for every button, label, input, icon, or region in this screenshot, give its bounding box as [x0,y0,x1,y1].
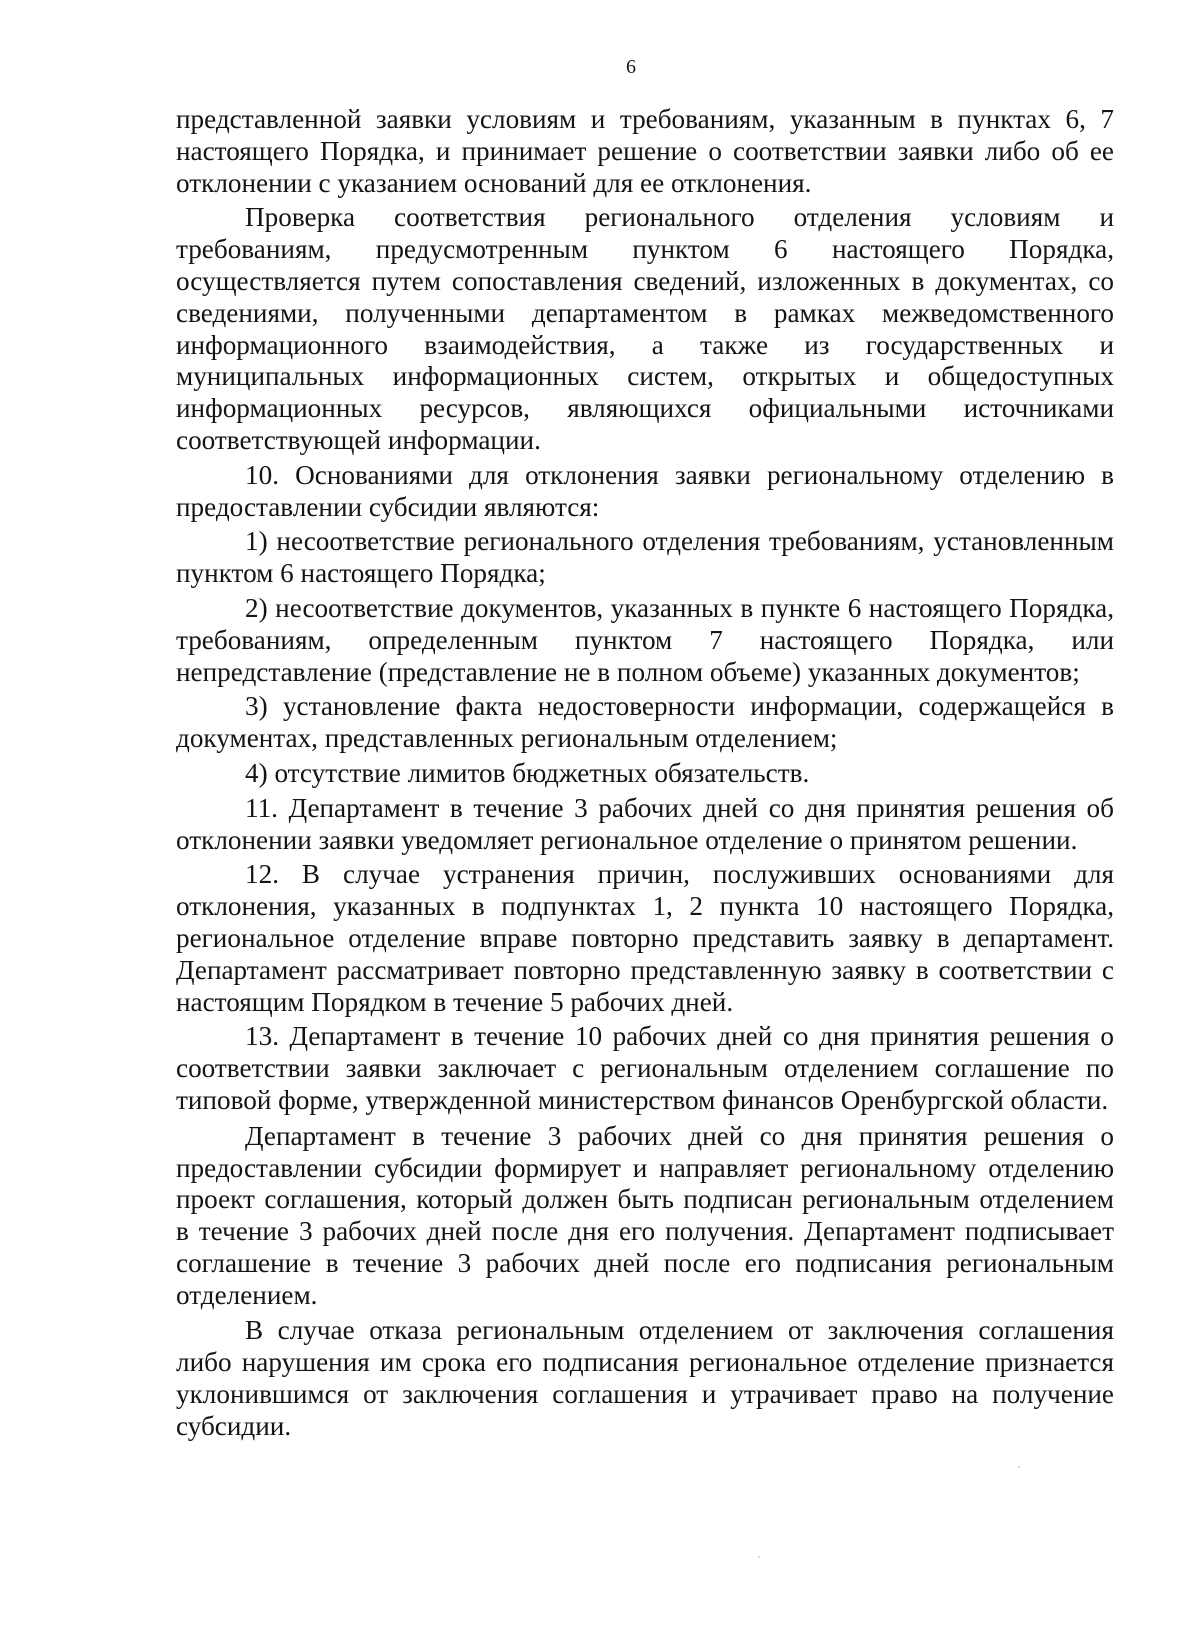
paragraph-4: 1) несоответствие регионального отделения требованиям, установленным пунктом 6 настоящего Порядка; [176,526,1114,589]
paragraph-10: 13. Департамент в течение 10 рабочих дней со дня принятия решения о соответствии заявки заключает с региональным отделением соглашение по типовой форме, утвержденной министерством финансов Оренбургской области. [176,1021,1114,1115]
document-body [176,104,1114,1443]
page-number: 6 [626,56,636,78]
paragraph-7: 4) отсутствие лимитов бюджетных обязательств. [245,757,810,788]
scan-speck [1018,1466,1020,1468]
paragraph-5: 2) несоответствие документов, указанных в пункте 6 настоящего Порядка, требованиям, определенным пунктом 7 настоящего Порядка, или непредставление (представление не в полном объеме) указанных документов; [176,592,1114,687]
paragraph-2: Проверка соответствия регионального отделения условиям и требованиям, предусмотренным пунктом 6 настоящего Порядка, осуществляется путем сопоставления сведений, изложенных в документах, со сведениями, полученными департаментом в рамках межведомственного информационного взаимодействия, а также из государственных и муниципальных информационных систем, открытых и общедоступных информационных ресурсов, являющихся официальными источниками соответствующей информации. [176,202,1114,455]
paragraph-1: представленной заявки условиям и требованиям, указанным в пунктах 6, 7 настоящего Порядка, и принимает решение о соответствии заявки либо об ее отклонении с указанием оснований для ее отклонения. [176,104,1114,198]
paragraph-6: 3) установление факта недостоверности информации, содержащейся в документах, представленных региональным отделением; [176,691,1114,754]
paragraph-3: 10. Основаниями для отклонения заявки региональному отделению в предоставлении субсидии являются: [176,459,1114,522]
paragraph-9: 12. В случае устранения причин, послуживших основаниями для отклонения, указанных в подпунктах 1, 2 пункта 10 настоящего Порядка, региональное отделение вправе повторно представить заявку в департамент. Департамент рассматривает повторно представленную заявку в соответствии с настоящим Порядком в течение 5 рабочих дней. [176,859,1114,1017]
scan-speck [758,1556,760,1558]
paragraph-12: В случае отказа региональным отделением от заключения соглашения либо нарушения им срока его подписания региональное отделение признается уклонившимся от заключения соглашения и утрачивает право на получение субсидии. [176,1315,1114,1441]
paragraph-8: 11. Департамент в течение 3 рабочих дней со дня принятия решения об отклонении заявки уведомляет региональное отделение о принятом решении. [176,792,1114,855]
paragraph-11: Департамент в течение 3 рабочих дней со дня принятия решения о предоставлении субсидии формирует и направляет региональному отделению проект соглашения, который должен быть подписан региональным отделением в течение 3 рабочих дней после дня его получения. Департамент подписывает соглашение в течение 3 рабочих дней после его подписания региональным отделением. [176,1120,1114,1310]
